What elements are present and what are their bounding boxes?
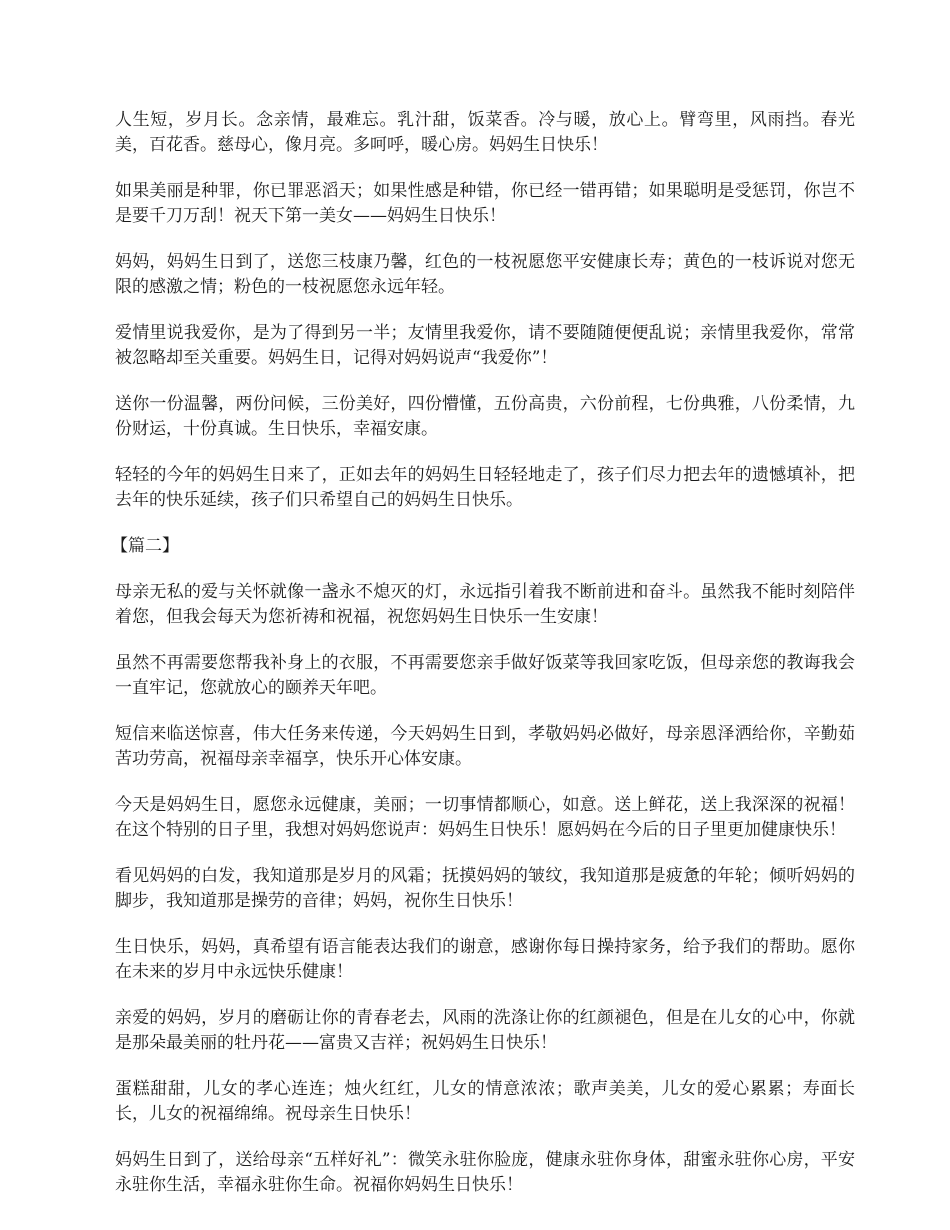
- paragraph-15: 妈妈生日到了，送给母亲“五样好礼”：微笑永驻你脸庞，健康永驻你身体，甜蜜永驻你心房，平安永驻你生活，幸福永驻你生命。祝福你妈妈生日快乐！: [115, 1150, 855, 1195]
- paragraph-7: 母亲无私的爱与关怀就像一盏永不熄灭的灯，永远指引着我不断前进和奋斗。虽然我不能时刻陪伴着您，但我会每天为您祈祷和祝福，祝您妈妈生日快乐一生安康！: [115, 582, 855, 627]
- section-heading: 【篇二】: [111, 536, 179, 556]
- paragraph-2: 如果美丽是种罪，你已罪恶滔天；如果性感是种错，你已经一错再错；如果聪明是受惩罚，你岂不是要千刀万刮！祝天下第一美女——妈妈生日快乐！: [115, 181, 855, 226]
- paragraph-13: 亲爱的妈妈，岁月的磨砺让你的青春老去，风雨的洗涤让你的红颜褪色，但是在儿女的心中，你就是那朵最美丽的牡丹花——富贵又吉祥；祝妈妈生日快乐！: [115, 1008, 855, 1053]
- paragraph-1: 人生短，岁月长。念亲情，最难忘。乳汁甜，饭菜香。冷与暖，放心上。臂弯里，风雨挡。春光美，百花香。慈母心，像月亮。多呵呼，暖心房。妈妈生日快乐！: [115, 110, 855, 155]
- paragraph-14: 蛋糕甜甜，儿女的孝心连连；烛火红红，儿女的情意浓浓；歌声美美，儿女的爱心累累；寿面长长，儿女的祝福绵绵。祝母亲生日快乐！: [115, 1079, 855, 1124]
- paragraph-6: 轻轻的今年的妈妈生日来了，正如去年的妈妈生日轻轻地走了，孩子们尽力把去年的遗憾填补，把去年的快乐延续，孩子们只希望自己的妈妈生日快乐。: [115, 465, 855, 510]
- paragraph-9: 短信来临送惊喜，伟大任务来传递，今天妈妈生日到，孝敬妈妈必做好，母亲恩泽洒给你，辛勤茹苦功劳高，祝福母亲幸福享，快乐开心体安康。: [115, 724, 855, 769]
- paragraph-8: 虽然不再需要您帮我补身上的衣服，不再需要您亲手做好饭菜等我回家吃饭，但母亲您的教诲我会一直牢记，您就放心的颐养天年吧。: [115, 653, 855, 698]
- paragraph-12: 生日快乐，妈妈，真希望有语言能表达我们的谢意，感谢你每日操持家务，给予我们的帮助。愿你在未来的岁月中永远快乐健康！: [115, 937, 855, 982]
- paragraph-10: 今天是妈妈生日，愿您永远健康，美丽；一切事情都顺心，如意。送上鲜花，送上我深深的祝福！在这个特别的日子里，我想对妈妈您说声：妈妈生日快乐！愿妈妈在今后的日子里更加健康快乐！: [115, 795, 855, 840]
- paragraph-4: 爱情里说我爱你，是为了得到另一半；友情里我爱你，请不要随随便便乱说；亲情里我爱你，常常被忽略却至关重要。妈妈生日，记得对妈妈说声“我爱你”！: [115, 323, 855, 368]
- paragraph-5: 送你一份温馨，两份问候，三份美好，四份懵懂，五份高贵，六份前程，七份典雅，八份柔情，九份财运，十份真诚。生日快乐，幸福安康。: [115, 394, 855, 439]
- paragraph-3: 妈妈，妈妈生日到了，送您三枝康乃馨，红色的一枝祝愿您平安健康长寿；黄色的一枝诉说对您无限的感激之情；粉色的一枝祝愿您永远年轻。: [115, 252, 855, 297]
- document-page: [111, 108, 855, 1219]
- paragraph-11: 看见妈妈的白发，我知道那是岁月的风霜；抚摸妈妈的皱纹，我知道那是疲惫的年轮；倾听妈妈的脚步，我知道那是操劳的音律；妈妈，祝你生日快乐！: [115, 866, 855, 911]
